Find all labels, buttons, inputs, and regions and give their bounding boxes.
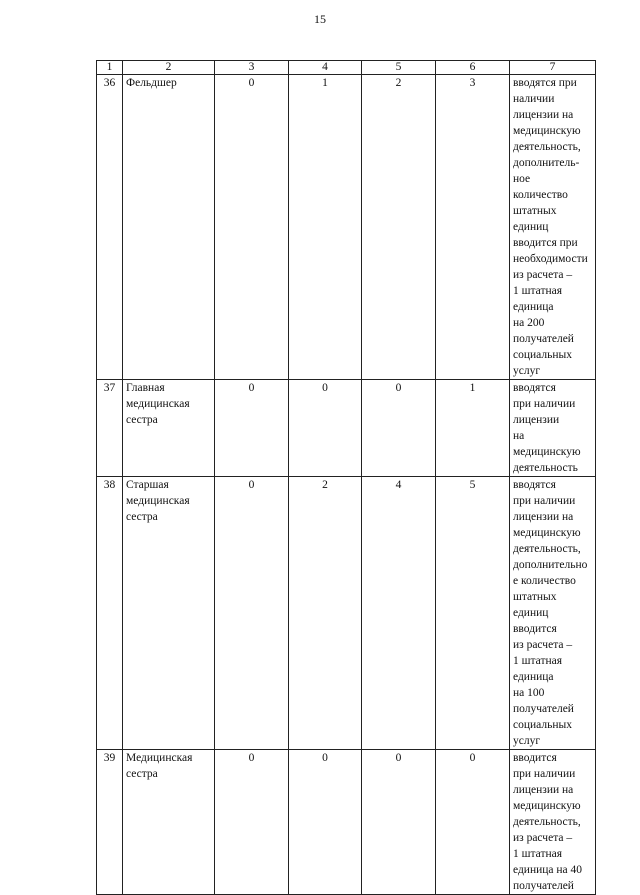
quantity-cell: 2 [362, 75, 436, 380]
note-line: дополнительно [513, 559, 588, 571]
quantity-cell: 1 [436, 380, 510, 477]
quantity-cell: 0 [362, 750, 436, 895]
quantity-cell: 5 [436, 477, 510, 750]
position-name-line: медицинская [126, 398, 190, 410]
note-line: штатных [513, 591, 557, 603]
note-line: вводится [513, 623, 557, 635]
note-line: социальных [513, 719, 572, 731]
note-line: при наличии [513, 495, 576, 507]
note-line: вводятся при [513, 77, 577, 89]
position-name-cell [123, 75, 215, 380]
note-line: медицинскую [513, 527, 581, 539]
quantity-cell: 3 [436, 75, 510, 380]
note-line: единиц [513, 607, 549, 619]
note-line: лицензии [513, 414, 560, 426]
note-line: вводится [513, 752, 557, 764]
note-line: деятельность, [513, 543, 581, 555]
position-name-line: сестра [126, 511, 158, 523]
note-line: лицензии на [513, 511, 574, 523]
note-line: социальных [513, 349, 572, 361]
quantity-cell: 0 [215, 477, 289, 750]
note-line: из расчета – [513, 639, 573, 651]
header-cell: 7 [510, 61, 596, 75]
note-line: ное [513, 173, 531, 185]
note-line: на [513, 430, 525, 442]
note-line: количество [513, 189, 568, 201]
note-line: деятельность, [513, 141, 581, 153]
row-number-cell: 39 [97, 750, 123, 895]
table-row [97, 75, 596, 380]
note-line: из расчета – [513, 269, 573, 281]
quantity-cell: 0 [289, 380, 362, 477]
note-line: вводятся [513, 479, 556, 491]
row-number-cell: 37 [97, 380, 123, 477]
note-line: необходимости [513, 253, 588, 265]
note-line: деятельность, [513, 816, 581, 828]
position-name-line: Медицинская [126, 752, 193, 764]
note-line: получателей [513, 703, 574, 715]
note-line: медицинскую [513, 446, 581, 458]
position-name-cell [123, 477, 215, 750]
header-cell: 3 [215, 61, 289, 75]
staffing-table [96, 60, 596, 895]
note-cell [510, 75, 596, 380]
note-line: вводится при [513, 237, 578, 249]
note-line: наличии [513, 93, 555, 105]
note-line: при наличии [513, 768, 576, 780]
note-line: 1 штатная [513, 848, 563, 860]
note-line: получателей [513, 880, 574, 892]
note-line: из расчета – [513, 832, 573, 844]
note-line: штатных [513, 205, 557, 217]
row-number-cell: 38 [97, 477, 123, 750]
position-name-line: медицинская [126, 495, 190, 507]
note-cell [510, 477, 596, 750]
table-row [97, 750, 596, 895]
table-row [97, 380, 596, 477]
quantity-cell: 4 [362, 477, 436, 750]
note-line: дополнитель- [513, 157, 580, 169]
header-cell: 6 [436, 61, 510, 75]
note-line: получателей [513, 333, 574, 345]
note-line: единиц [513, 221, 549, 233]
quantity-cell: 0 [215, 750, 289, 895]
position-name-line: сестра [126, 414, 158, 426]
note-line: деятельность [513, 462, 578, 474]
note-line: единица [513, 301, 554, 313]
table-row [97, 477, 596, 750]
quantity-cell: 1 [289, 75, 362, 380]
note-line: единица на 40 [513, 864, 583, 876]
note-line: услуг [513, 365, 541, 377]
note-line: медицинскую [513, 800, 581, 812]
note-line: 1 штатная [513, 285, 563, 297]
note-line: единица [513, 671, 554, 683]
quantity-cell: 0 [289, 750, 362, 895]
position-name-line: Фельдшер [126, 77, 177, 89]
position-name-line: Старшая [126, 479, 169, 491]
note-line: при наличии [513, 398, 576, 410]
page-number: 15 [314, 12, 326, 26]
position-name-cell [123, 750, 215, 895]
position-name-line: сестра [126, 768, 158, 780]
position-name-cell [123, 380, 215, 477]
quantity-cell: 2 [289, 477, 362, 750]
quantity-cell: 0 [436, 750, 510, 895]
quantity-cell: 0 [215, 75, 289, 380]
note-line: на 100 [513, 687, 545, 699]
header-cell: 2 [123, 61, 215, 75]
header-row [97, 61, 596, 75]
quantity-cell: 0 [215, 380, 289, 477]
quantity-cell: 0 [362, 380, 436, 477]
position-name-line: Главная [126, 382, 165, 394]
note-line: медицинскую [513, 125, 581, 137]
header-cell: 4 [289, 61, 362, 75]
note-line: е количество [513, 575, 576, 587]
note-line: услуг [513, 735, 541, 747]
header-cell: 5 [362, 61, 436, 75]
note-cell [510, 750, 596, 895]
row-number-cell: 36 [97, 75, 123, 380]
note-cell [510, 380, 596, 477]
note-line: 1 штатная [513, 655, 563, 667]
note-line: лицензии на [513, 109, 574, 121]
note-line: вводятся [513, 382, 556, 394]
note-line: лицензии на [513, 784, 574, 796]
note-line: на 200 [513, 317, 545, 329]
header-cell: 1 [97, 61, 123, 75]
